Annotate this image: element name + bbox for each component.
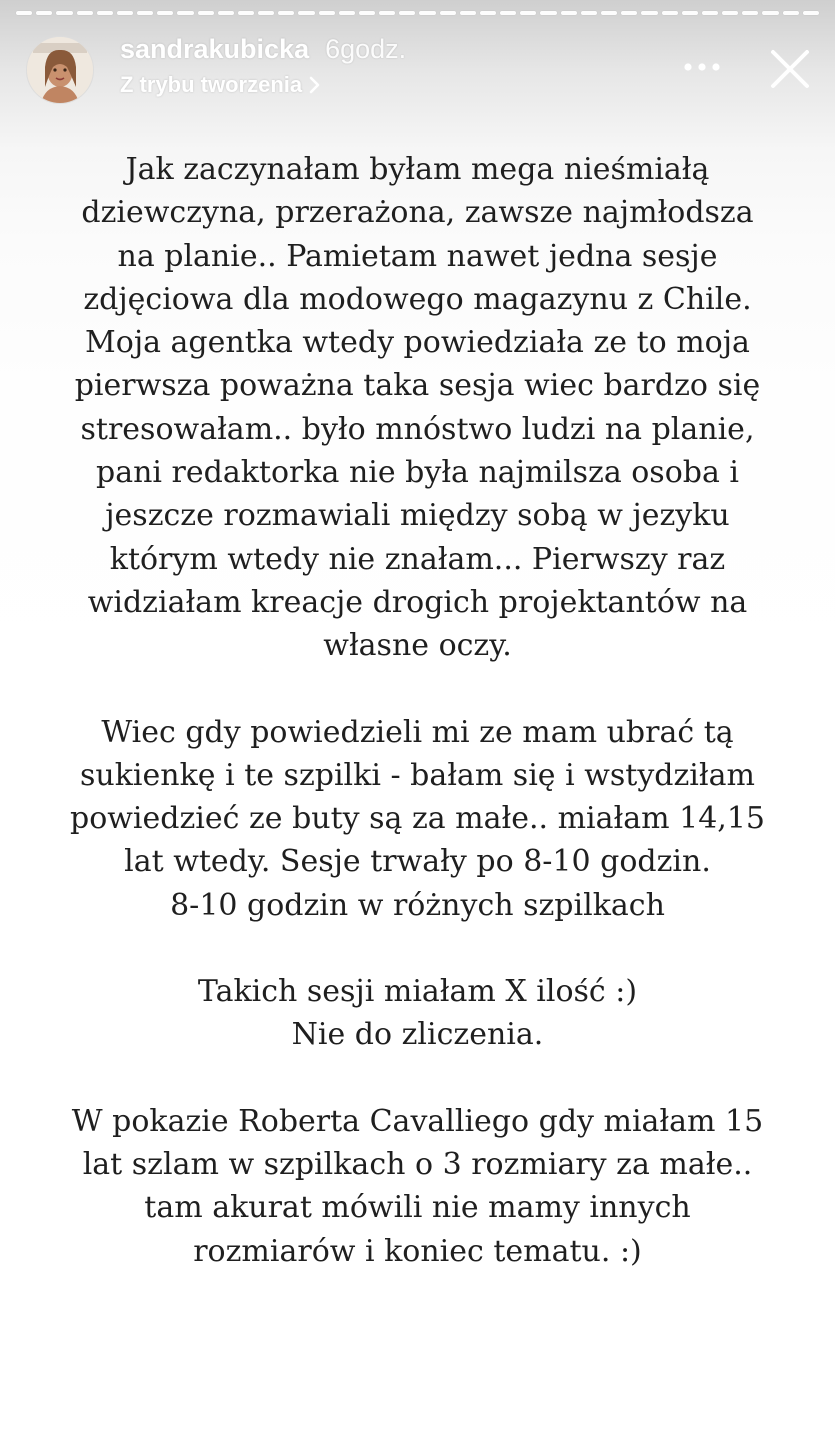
progress-segment [803, 11, 819, 15]
close-button[interactable] [765, 44, 815, 94]
progress-segment [540, 11, 556, 15]
progress-segment [399, 11, 415, 15]
story-text [30, 148, 805, 1316]
progress-segment [500, 11, 516, 15]
story-paragraph-2: Wiec gdy powiedzieli mi ze mam ubrać tą sukienkę i te szpilki - bałam się i wstydziłam powiedzieć ze buty są za małe.. miałam 14,15 lat wtedy. Sesje trwały po 8-10 godzin. 8-10 godzin w różnych szpilkach [69, 714, 766, 923]
progress-segment [359, 11, 375, 15]
story-header [26, 34, 815, 104]
user-line [120, 34, 406, 70]
progress-segment [16, 11, 32, 15]
progress-segment [762, 11, 778, 15]
progress-segment [561, 11, 577, 15]
progress-segment [258, 11, 274, 15]
progress-segment [621, 11, 637, 15]
progress-segment [783, 11, 799, 15]
story-progress-bar [16, 11, 819, 15]
progress-segment [419, 11, 435, 15]
progress-segment [722, 11, 738, 15]
progress-segment [440, 11, 456, 15]
progress-segment [97, 11, 113, 15]
progress-segment [460, 11, 476, 15]
close-icon [769, 48, 811, 90]
progress-segment [218, 11, 234, 15]
progress-segment [117, 11, 133, 15]
progress-segment [520, 11, 536, 15]
time-ago: 6godz. [325, 34, 407, 64]
avatar[interactable] [26, 36, 94, 104]
username[interactable]: sandrakubicka [120, 34, 310, 64]
more-options-button[interactable] [677, 52, 727, 82]
progress-segment [480, 11, 496, 15]
progress-segment [238, 11, 254, 15]
more-dots-icon [682, 62, 722, 72]
progress-segment [742, 11, 758, 15]
create-mode-link[interactable] [120, 72, 322, 98]
progress-segment [177, 11, 193, 15]
create-mode-label: Z trybu tworzenia [120, 72, 303, 97]
progress-segment [601, 11, 617, 15]
progress-segment [198, 11, 214, 15]
progress-segment [36, 11, 52, 15]
progress-segment [319, 11, 335, 15]
progress-segment [157, 11, 173, 15]
progress-segment [702, 11, 718, 15]
progress-segment [379, 11, 395, 15]
progress-segment [298, 11, 314, 15]
story-paragraph-4: W pokazie Roberta Cavalliego gdy miałam 15 lat szlam w szpilkach o 3 rozmiary za małe.. tam akurat mówili nie mamy innych rozmiarów i koniec tematu. :) [71, 1103, 764, 1269]
chevron-right-icon [308, 75, 322, 95]
progress-segment [641, 11, 657, 15]
progress-segment [56, 11, 72, 15]
progress-segment [662, 11, 678, 15]
progress-segment [278, 11, 294, 15]
avatar-photo-icon [27, 37, 93, 103]
progress-segment [682, 11, 698, 15]
progress-segment [339, 11, 355, 15]
progress-segment [581, 11, 597, 15]
story-paragraph-1: Jak zaczynałam byłam mega nieśmiałą dziewczyna, przerażona, zawsze najmłodsza na planie.. Pamietam nawet jedna sesje zdjęciowa dla modowego magazynu z Chile. Moja agentka wtedy powiedziała ze to moja pierwsza poważna taka sesja wiec bardzo się stresowałam.. było mnóstwo ludzi na planie, pani redaktorka nie była najmilsza osoba i jeszcze rozmawiali między sobą w jezyku którym wtedy nie znałam... Pierwszy raz widziałam kreacje drogich projektantów na własne oczy. [74, 152, 761, 664]
progress-segment [137, 11, 153, 15]
story-paragraph-3: Takich sesji miałam X ilość :) Nie do zliczenia. [197, 974, 638, 1053]
progress-segment [77, 11, 93, 15]
